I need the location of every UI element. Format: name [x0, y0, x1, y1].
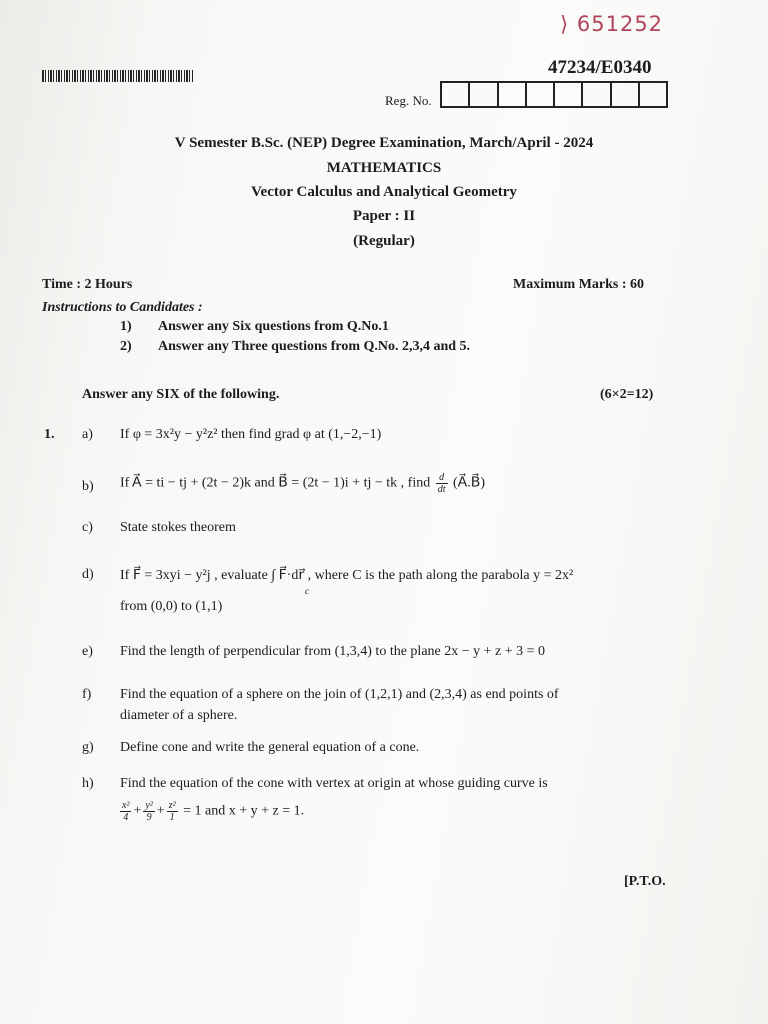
exam-title: V Semester B.Sc. (NEP) Degree Examination, March/April - 2024	[174, 135, 594, 151]
subject: MATHEMATICS	[326, 160, 442, 176]
fraction-z: $\frac{\text{z²}}{1}$	[168, 800, 176, 823]
question-label: h)	[82, 776, 94, 791]
question-label: b)	[82, 479, 94, 494]
time-label: Time : 2 Hours	[42, 277, 133, 292]
question-text: Define cone and write the general equation of a cone.	[120, 740, 420, 755]
question-label: d)	[82, 567, 94, 582]
question-text: If F⃗ = 3xyi − y²j , evaluate ∫ F⃗·dr⃗ , where C is the path along the parabola y = 2x²	[120, 568, 574, 583]
question-text: If φ = 3x²y − y²z² then find grad φ at (1,−2,−1)	[120, 427, 382, 442]
instruction-num: 1)	[120, 319, 132, 334]
question-label: c)	[82, 520, 93, 535]
pto-label: [P.T.O.	[624, 874, 666, 889]
instruction-num: 2)	[120, 339, 132, 354]
question-text: Find the length of perpendicular from (1,3,4) to the plane 2x − y + z + 3 = 0	[120, 644, 546, 659]
question-text: State stokes theorem	[120, 520, 236, 535]
question-text: Find the equation of a sphere on the join of (1,2,1) and (2,3,4) as end points of	[120, 687, 559, 702]
question-text-cont: from (0,0) to (1,1)	[120, 599, 223, 614]
fraction-x: $\frac{\text{x²}}{4}$	[122, 800, 130, 823]
max-marks: Maximum Marks : 60	[513, 277, 645, 292]
paper-code: 47234/E0340	[548, 57, 652, 78]
instruction-text: Answer any Three questions from Q.No. 2,3,4 and 5.	[158, 339, 471, 354]
fraction-y: $\frac{\text{y²}}{9}$	[145, 800, 153, 823]
question-text-cont: $\frac{\text{x²}}{4}$ + $\frac{\text{y²}}{9}$ + $\frac{\text{z²}}{1}$ = 1 and x + y + z = 1.	[122, 800, 305, 823]
instructions-title: Instructions to Candidates :	[42, 300, 203, 315]
question-number: 1.	[44, 427, 55, 442]
section-heading: Answer any SIX of the following.	[82, 387, 280, 402]
question-text: If A⃗ = ti − tj + (2t − 2)k and B⃗ = (2t − 1)i + tj − tk , find $\frac{d}{dt}$ (A⃗.B⃗)	[120, 472, 486, 495]
reg-no-label: Reg. No.	[385, 93, 432, 108]
question-label: f)	[82, 687, 92, 702]
exam-type: (Regular)	[353, 233, 415, 249]
barcode	[42, 70, 194, 82]
stamp-number: ⟩ 651252	[560, 12, 664, 36]
derivative-fraction: $\frac{d}{dt}$	[437, 472, 446, 495]
question-label: g)	[82, 740, 94, 755]
instruction-text: Answer any Six questions from Q.No.1	[158, 319, 389, 334]
paper-number: Paper : II	[352, 208, 416, 224]
reg-no-boxes[interactable]	[440, 81, 668, 108]
integral-subscript: c	[305, 586, 309, 596]
question-label: e)	[82, 644, 93, 659]
question-label: a)	[82, 427, 93, 442]
question-text: Find the equation of the cone with vertex at origin at whose guiding curve is	[120, 776, 548, 791]
section-marks: (6×2=12)	[600, 387, 654, 402]
course-title: Vector Calculus and Analytical Geometry	[251, 184, 517, 200]
question-text-cont: diameter of a sphere.	[120, 708, 238, 723]
